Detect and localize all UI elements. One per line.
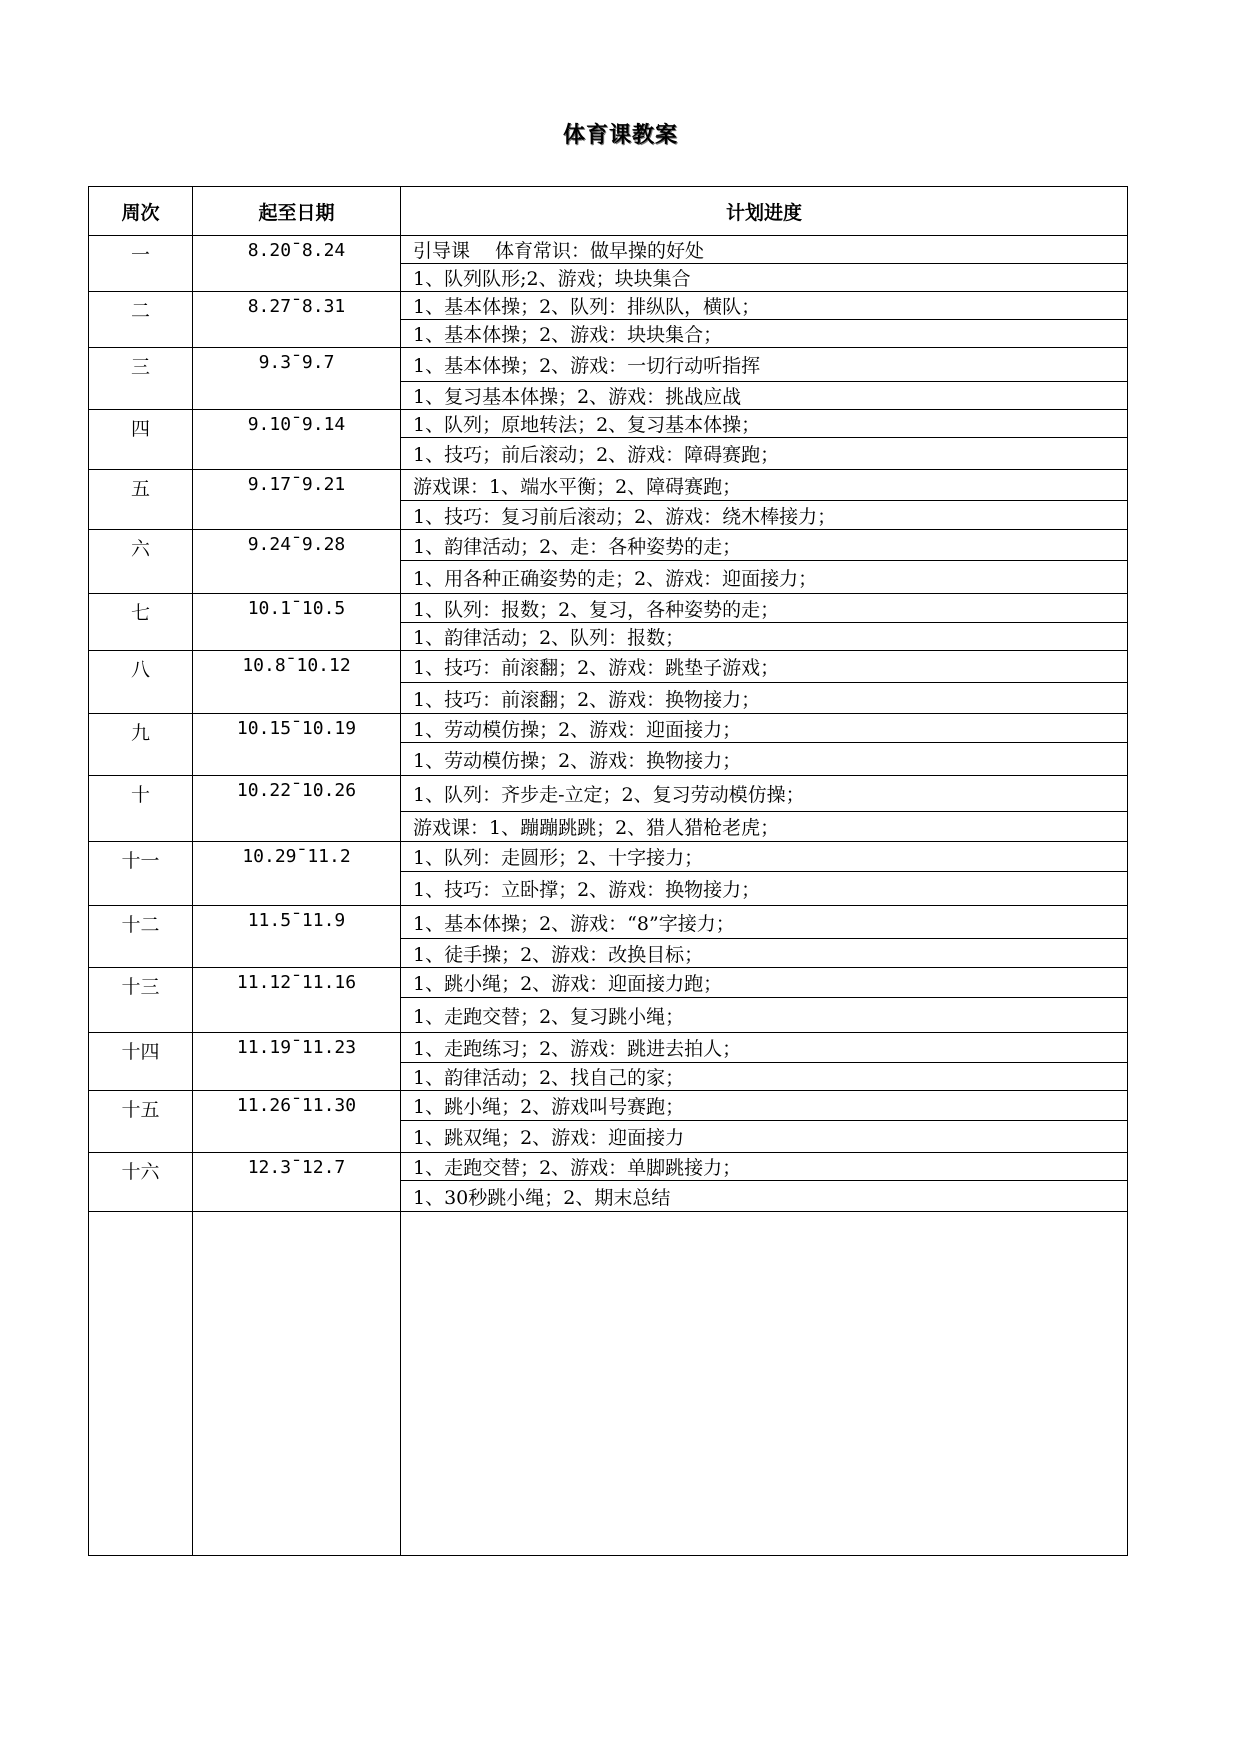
date-range-cell: 11.19¯11.23: [193, 1033, 401, 1091]
plan-cell: 1、韵律活动；2、走：各种姿势的走；: [401, 530, 1128, 561]
table-row: [89, 1153, 1128, 1181]
week-number-cell: 六: [89, 530, 193, 594]
table-body: [89, 236, 1128, 1212]
plan-cell: 1、队列队形;2、游戏；块块集合: [401, 264, 1128, 292]
blank-plan-cell: [401, 1212, 1128, 1556]
plan-cell: 1、跳双绳；2、游戏：迎面接力: [401, 1121, 1128, 1153]
week-number-cell: 八: [89, 651, 193, 714]
table-row: [89, 906, 1128, 939]
plan-cell: 1、韵律活动；2、找自己的家；: [401, 1063, 1128, 1091]
plan-cell: 1、技巧：复习前后滚动；2、游戏：绕木棒接力；: [401, 501, 1128, 530]
week-number-cell: 四: [89, 410, 193, 470]
table-row: [89, 1033, 1128, 1063]
table-row: [89, 714, 1128, 743]
blank-week-cell: [89, 1212, 193, 1556]
date-range-cell: 11.26¯11.30: [193, 1091, 401, 1153]
table-row: [89, 292, 1128, 320]
plan-cell: 1、技巧：前滚翻；2、游戏：跳垫子游戏；: [401, 651, 1128, 683]
plan-cell: 1、技巧：前滚翻；2、游戏：换物接力；: [401, 683, 1128, 714]
blank-date-cell: [193, 1212, 401, 1556]
plan-cell: 1、队列；原地转法；2、复习基本体操；: [401, 410, 1128, 438]
plan-cell: 1、徒手操；2、游戏：改换目标；: [401, 939, 1128, 968]
plan-cell: 引导课 体育常识：做早操的好处: [401, 236, 1128, 264]
week-number-cell: 十一: [89, 842, 193, 906]
date-range-cell: 9.10¯9.14: [193, 410, 401, 470]
date-range-cell: 11.12¯11.16: [193, 968, 401, 1033]
table-row: [89, 470, 1128, 501]
table-row: [89, 530, 1128, 561]
week-number-cell: 五: [89, 470, 193, 530]
plan-cell: 1、跳小绳；2、游戏：迎面接力跑；: [401, 968, 1128, 998]
week-number-cell: 十二: [89, 906, 193, 968]
table-row: [89, 236, 1128, 264]
plan-cell: 游戏课：1、蹦蹦跳跳；2、猎人猎枪老虎；: [401, 812, 1128, 842]
table-row: [89, 1091, 1128, 1121]
plan-cell: 1、走跑交替；2、游戏：单脚跳接力；: [401, 1153, 1128, 1181]
date-range-cell: 9.3¯9.7: [193, 348, 401, 410]
plan-cell: 1、走跑练习；2、游戏：跳进去拍人；: [401, 1033, 1128, 1063]
plan-cell: 1、走跑交替；2、复习跳小绳；: [401, 998, 1128, 1033]
plan-cell: 1、基本体操；2、队列：排纵队，横队；: [401, 292, 1128, 320]
plan-cell: 1、复习基本体操；2、游戏：挑战应战: [401, 382, 1128, 410]
lesson-plan-table: [88, 186, 1128, 1556]
plan-cell: 1、队列：报数；2、复习，各种姿势的走；: [401, 594, 1128, 623]
plan-cell: 1、30秒跳小绳；2、期末总结: [401, 1181, 1128, 1212]
blank-row: [89, 1212, 1128, 1556]
week-number-cell: 十四: [89, 1033, 193, 1091]
table-row: [89, 968, 1128, 998]
date-range-cell: 8.27¯8.31: [193, 292, 401, 348]
table-header-row: [89, 187, 1128, 236]
table-row: [89, 410, 1128, 438]
week-number-cell: 十: [89, 776, 193, 842]
date-range-cell: 10.8¯10.12: [193, 651, 401, 714]
plan-cell: 1、技巧；前后滚动；2、游戏：障碍赛跑；: [401, 438, 1128, 470]
header-plan: 计划进度: [401, 187, 1128, 236]
week-number-cell: 九: [89, 714, 193, 776]
page-title: 体育课教案: [562, 123, 678, 148]
date-range-cell: 10.15¯10.19: [193, 714, 401, 776]
week-number-cell: 二: [89, 292, 193, 348]
plan-cell: 1、基本体操；2、游戏：块块集合；: [401, 320, 1128, 348]
table-row: [89, 651, 1128, 683]
plan-cell: 1、劳动模仿操；2、游戏：迎面接力；: [401, 714, 1128, 743]
table-row: [89, 348, 1128, 382]
header-week: 周次: [89, 187, 193, 236]
plan-cell: 1、技巧：立卧撑；2、游戏：换物接力；: [401, 872, 1128, 906]
date-range-cell: 8.20¯8.24: [193, 236, 401, 292]
date-range-cell: 10.1¯10.5: [193, 594, 401, 651]
date-range-cell: 9.24¯9.28: [193, 530, 401, 594]
table-row: [89, 776, 1128, 812]
plan-cell: 1、跳小绳；2、游戏叫号赛跑；: [401, 1091, 1128, 1121]
plan-cell: 1、基本体操；2、游戏：“8”字接力；: [401, 906, 1128, 939]
date-range-cell: 11.5¯11.9: [193, 906, 401, 968]
date-range-cell: 10.22¯10.26: [193, 776, 401, 842]
plan-cell: 1、劳动模仿操；2、游戏：换物接力；: [401, 743, 1128, 776]
table-row: [89, 842, 1128, 872]
week-number-cell: 十三: [89, 968, 193, 1033]
date-range-cell: 10.29¯11.2: [193, 842, 401, 906]
plan-cell: 1、用各种正确姿势的走；2、游戏：迎面接力；: [401, 561, 1128, 594]
plan-cell: 1、队列：齐步走-立定；2、复习劳动模仿操；: [401, 776, 1128, 812]
plan-cell: 1、韵律活动；2、队列：报数；: [401, 623, 1128, 651]
header-dates: 起至日期: [193, 187, 401, 236]
date-range-cell: 12.3¯12.7: [193, 1153, 401, 1212]
date-range-cell: 9.17¯9.21: [193, 470, 401, 530]
week-number-cell: 三: [89, 348, 193, 410]
week-number-cell: 七: [89, 594, 193, 651]
table-row: [89, 594, 1128, 623]
plan-cell: 游戏课：1、端水平衡；2、障碍赛跑；: [401, 470, 1128, 501]
plan-cell: 1、基本体操；2、游戏：一切行动听指挥: [401, 348, 1128, 382]
week-number-cell: 十五: [89, 1091, 193, 1153]
week-number-cell: 一: [89, 236, 193, 292]
week-number-cell: 十六: [89, 1153, 193, 1212]
plan-cell: 1、队列：走圆形；2、十字接力；: [401, 842, 1128, 872]
